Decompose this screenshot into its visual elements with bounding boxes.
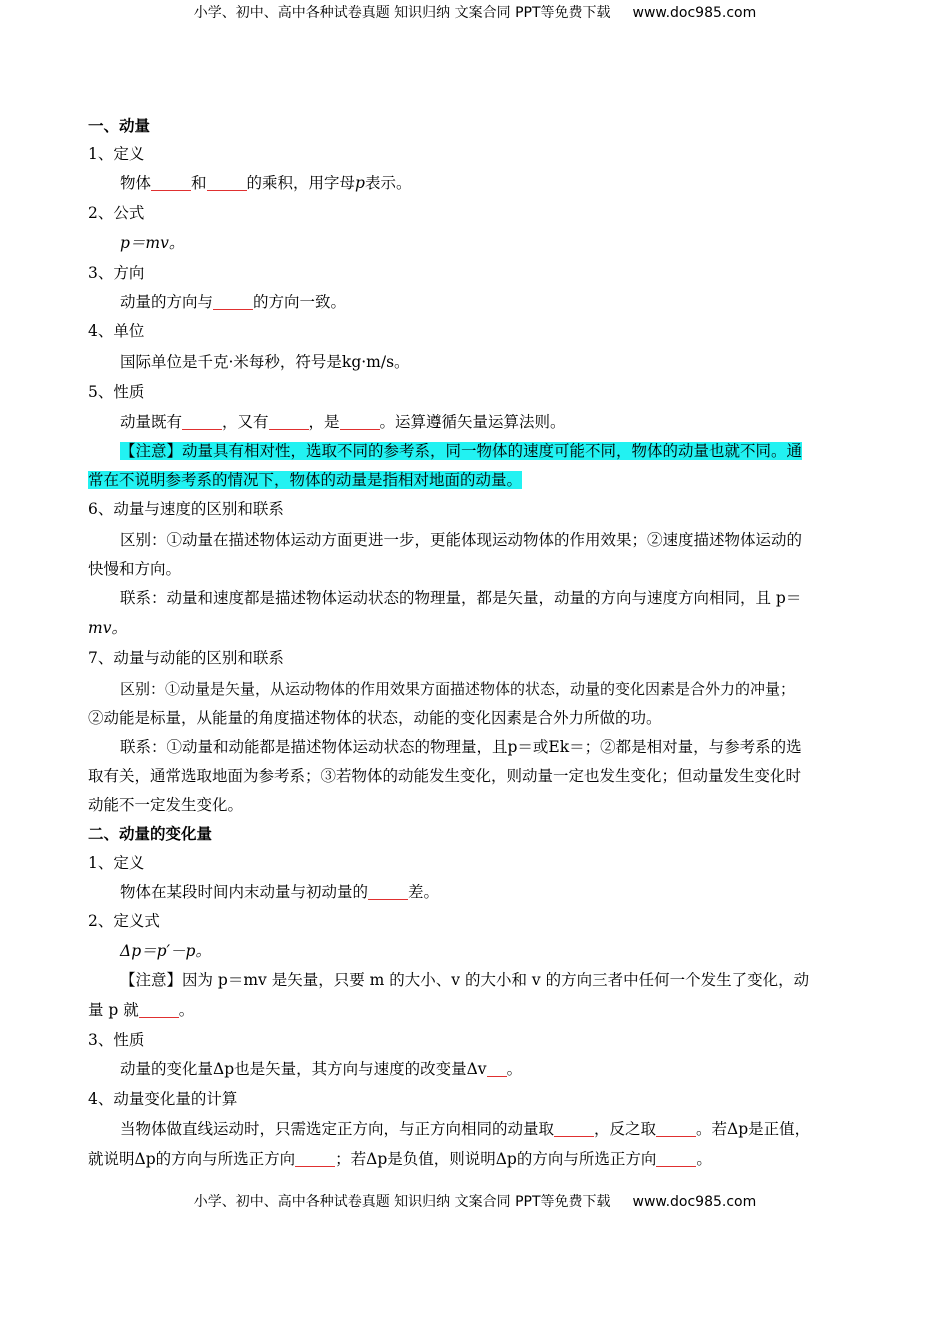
s1-7-line-1: 区别：①动量是矢量，从运动物体的作用效果方面描述物体的状态，动量的变化因素是合外力的冲量； xyxy=(120,680,796,698)
fill-blank[interactable] xyxy=(207,174,247,191)
footer-url[interactable]: www.doc985.com xyxy=(632,1194,757,1210)
s2-formula: Δp＝p′－p。 xyxy=(120,942,211,960)
s2-calc-heading: 4、动量变化量的计算 xyxy=(88,1090,238,1108)
fill-blank[interactable] xyxy=(656,1120,696,1137)
s2-definition-heading: 1、定义 xyxy=(88,854,145,872)
s2-property-heading: 3、性质 xyxy=(88,1031,145,1049)
s1-7-line-3: 联系：①动量和动能都是描述物体运动状态的物理量，且p＝或Ek＝；②都是相对量，与参考系的选 xyxy=(120,738,802,756)
fill-blank[interactable] xyxy=(213,293,253,310)
s2-note-line-1: 【注意】因为 p＝mv 是矢量，只要 m 的大小、v 的大小和 v 的方向三者中任何一个发生了变化，动 xyxy=(120,971,810,989)
s1-6-line-2: 快慢和方向。 xyxy=(88,560,182,578)
s1-6-heading: 6、动量与速度的区别和联系 xyxy=(88,500,284,518)
fill-blank[interactable] xyxy=(368,883,408,900)
s1-note-line-2: 常在不说明参考系的情况下，物体的动量是指相对地面的动量。 xyxy=(88,471,523,489)
fill-blank[interactable] xyxy=(139,1001,179,1018)
fill-blank[interactable] xyxy=(487,1060,507,1077)
s1-property-heading: 5、性质 xyxy=(88,383,145,401)
s1-note-line-1: 【注意】动量具有相对性，选取不同的参考系，同一物体的速度可能不同，物体的动量也就不同。通 xyxy=(120,442,803,460)
s2-formula-heading: 2、定义式 xyxy=(88,912,160,930)
s1-6-line-4: mv。 xyxy=(88,619,127,637)
fill-blank[interactable] xyxy=(295,1150,335,1167)
s1-definition-heading: 1、定义 xyxy=(88,145,145,163)
s1-6-line-3: 联系：动量和速度都是描述物体运动状态的物理量，都是矢量，动量的方向与速度方向相同，且 p＝ xyxy=(120,589,802,607)
fill-blank[interactable] xyxy=(151,174,191,191)
s2-calc-line-1: 当物体做直线运动时，只需选定正方向，与正方向相同的动量取 ，反之取 。若Δp是正值， xyxy=(120,1120,811,1138)
s1-property-text: 动量既有 ，又有 ，是 。运算遵循矢量运算法则。 xyxy=(120,413,566,431)
s1-7-line-5: 动能不一定发生变化。 xyxy=(88,796,244,814)
header-text: 小学、初中、高中各种试卷真题 知识归纳 文案合同 PPT等免费下载 xyxy=(193,5,611,21)
s1-unit-text: 国际单位是千克·米每秒，符号是kg·m/s。 xyxy=(120,353,410,371)
s2-calc-line-2: 就说明Δp的方向与所选正方向 ；若Δp是负值，则说明Δp的方向与所选正方向 。 xyxy=(88,1150,712,1168)
s1-direction-text: 动量的方向与 的方向一致。 xyxy=(120,293,347,311)
s1-formula-heading: 2、公式 xyxy=(88,204,145,222)
s2-note-line-2: 量 p 就 。 xyxy=(88,1001,195,1019)
s1-definition-text: 物体 和 的乘积，用字母p表示。 xyxy=(120,174,412,192)
section-2-title: 二、动量的变化量 xyxy=(88,824,213,843)
s1-7-heading: 7、动量与动能的区别和联系 xyxy=(88,649,284,667)
s2-property-text: 动量的变化量Δp也是矢量，其方向与速度的改变量Δv 。 xyxy=(120,1060,523,1078)
footer-text: 小学、初中、高中各种试卷真题 知识归纳 文案合同 PPT等免费下载 xyxy=(193,1194,611,1210)
fill-blank[interactable] xyxy=(340,413,380,430)
s1-formula: p＝mv。 xyxy=(120,234,185,252)
page-header-banner xyxy=(0,2,950,22)
s1-6-line-1: 区别：①动量在描述物体运动方面更进一步，更能体现运动物体的作用效果；②速度描述物体运动的 xyxy=(120,531,803,549)
section-1-title: 一、动量 xyxy=(88,116,151,135)
page-footer-banner xyxy=(0,1191,950,1211)
s2-definition-text: 物体在某段时间内末动量与初动量的 差。 xyxy=(120,883,440,901)
s1-direction-heading: 3、方向 xyxy=(88,264,145,282)
header-url[interactable]: www.doc985.com xyxy=(632,5,757,21)
fill-blank[interactable] xyxy=(182,413,222,430)
fill-blank[interactable] xyxy=(554,1120,594,1137)
fill-blank[interactable] xyxy=(656,1150,696,1167)
s1-7-line-4: 取有关，通常选取地面为参考系；③若物体的动能发生变化，则动量一定也发生变化；但动量发生变化时 xyxy=(88,767,802,785)
s1-7-line-2: ②动能是标量，从能量的角度描述物体的状态，动能的变化因素是合外力所做的功。 xyxy=(88,709,662,727)
fill-blank[interactable] xyxy=(269,413,309,430)
s1-unit-heading: 4、单位 xyxy=(88,322,145,340)
